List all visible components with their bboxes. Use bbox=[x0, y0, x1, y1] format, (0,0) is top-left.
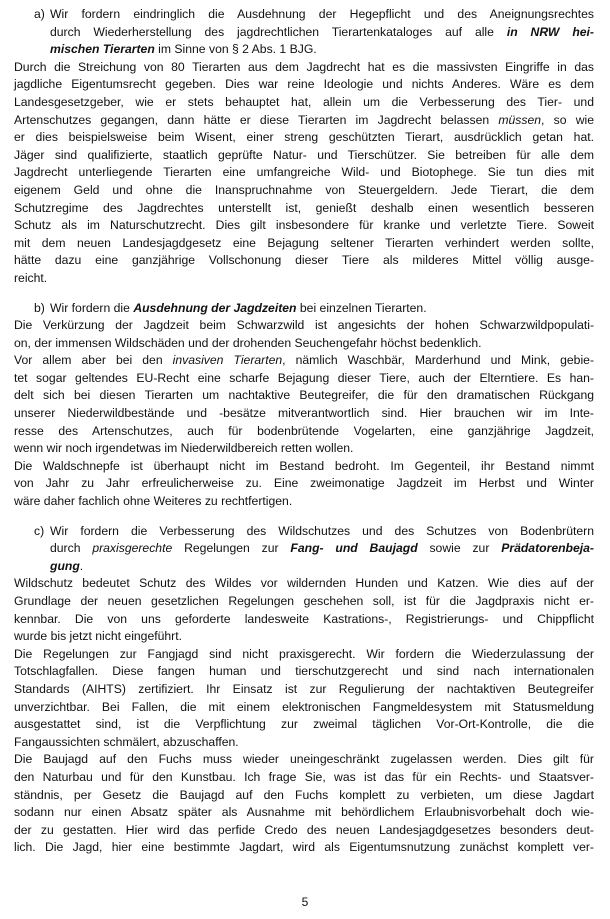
text-run: Wir fordern die Verbesserung des Wildschutzes und des Schutzes von Bodenbrütern bbox=[50, 523, 594, 538]
body-line bbox=[14, 734, 594, 752]
body-line bbox=[14, 94, 594, 112]
body-line bbox=[14, 751, 594, 769]
text-run: Wildschutz bedeutet Schutz des Wildes vor wildernden Hunden und Katzen. Wie dies auf der bbox=[14, 576, 594, 591]
text-run: Totschlagfallen. Diese fangen human und tierschutzgerecht und sind nach internationalen bbox=[14, 664, 594, 679]
section-body bbox=[14, 575, 594, 857]
body-line bbox=[14, 593, 594, 611]
text-run: hätte dazu eine ganzjährige Vollschonung dieser Tiere als milderes Mittel völlig ausge- bbox=[14, 253, 594, 268]
text-run: bei einzelnen Tierarten. bbox=[296, 300, 427, 315]
section-b bbox=[14, 300, 594, 511]
text-run: sowie zur bbox=[417, 541, 502, 556]
text-run: durch Wiederherstellung des jagdrechtlichen Tierartenkataloges auf alle bbox=[50, 24, 507, 39]
text-run: Durch die Streichung von 80 Tierarten aus dem Jagdrecht hat es die massivsten Eingriffe in das bbox=[14, 59, 594, 74]
body-line bbox=[14, 423, 594, 441]
body-line bbox=[14, 317, 594, 335]
body-line bbox=[14, 182, 594, 200]
body-line bbox=[14, 575, 594, 593]
text-run: den Naturbau und für den Kunstbau. Ich frage Sie, was ist das für ein Rechts- und Staatsver- bbox=[14, 769, 594, 784]
section-heading bbox=[14, 6, 594, 59]
text-run: Grundlage der neuen gesetzlichen Regelungen geschehen soll, ist für die Jagdpraxis nicht er- bbox=[14, 594, 594, 608]
text-run: on, der immensen Wildschäden und der drohenden Seuchengefahr höchst bedenklich. bbox=[14, 335, 482, 350]
body-line bbox=[14, 628, 594, 646]
text-run: Die Regelungen zur Fangjagd sind nicht praxisgerecht. Wir fordern die Wiederzulassung der bbox=[14, 646, 594, 661]
emphasis-text: in NRW hei- bbox=[506, 24, 594, 39]
text-run: im Sinne von § 2 Abs. 1 BJG. bbox=[154, 42, 317, 57]
body-line bbox=[14, 646, 594, 664]
heading-line bbox=[50, 558, 594, 576]
body-line bbox=[14, 129, 594, 147]
body-line bbox=[14, 352, 594, 370]
list-marker: b) bbox=[34, 300, 45, 315]
body-line bbox=[14, 387, 594, 405]
emphasis-text: Ausdehnung der Jagdzeiten bbox=[133, 300, 297, 315]
body-line bbox=[14, 270, 594, 288]
heading-line bbox=[50, 24, 594, 42]
heading-line bbox=[50, 41, 594, 59]
body-line bbox=[14, 458, 594, 476]
emphasis-text: Fang- und Baujagd bbox=[290, 541, 418, 556]
emphasis-text: invasiven Tierarten bbox=[172, 353, 283, 368]
body-line bbox=[14, 839, 594, 857]
emphasis-text: mischen Tierarten bbox=[50, 42, 155, 57]
text-run: Die Baujagd auf den Fuchs muss wieder uneingeschränkt zugelassen werden. Dies gilt für bbox=[14, 752, 594, 767]
body-line bbox=[14, 769, 594, 787]
text-run: , so wie bbox=[541, 112, 594, 127]
list-marker: a) bbox=[34, 7, 45, 21]
body-line bbox=[14, 663, 594, 681]
emphasis-text: müssen bbox=[498, 112, 542, 127]
text-run: tet sogar geltendes EU-Recht eine scharfe Bejagung dieser Tiere, auch der Elterntiere. Es han- bbox=[14, 370, 594, 385]
text-run: unserer Niederwildbestände und -besätze mitverantwortlich sind. Hier brauchen wir im Inte- bbox=[14, 406, 594, 421]
text-run: . bbox=[79, 558, 84, 573]
body-line bbox=[14, 611, 594, 629]
text-run: Standards (AIHTS) zertifiziert. Ihr Einsatz ist zur Regulierung der nachtaktiven Beutegreifer bbox=[14, 681, 594, 696]
text-run: Schutzregime des Jagdrechtes unterstellt ist, genießt deshalb einen wesentlich besseren bbox=[14, 200, 594, 215]
body-line bbox=[14, 440, 594, 458]
text-run: er dies beispielsweise beim Wisent, einer streng geschützten Tierart, ausdrücklich getan hat. bbox=[14, 130, 594, 145]
body-line bbox=[14, 405, 594, 423]
text-run: Fangaussichten schmälert, abzuschaffen. bbox=[14, 734, 239, 749]
text-run: Artenschutzes gegangen, dann hätte er diese Tierarten im Jagdrecht belassen bbox=[14, 112, 499, 127]
heading-line bbox=[50, 540, 594, 558]
section-heading bbox=[14, 523, 594, 576]
text-run: , nämlich Waschbär, Marderhund und Mink, gebie- bbox=[282, 353, 594, 368]
heading-line bbox=[50, 6, 594, 24]
text-run: der zu gestatten. Hier wird das perfide Credo des neuen Landesjagdgesetzes besonders deut- bbox=[14, 822, 594, 837]
emphasis-text: gung bbox=[50, 558, 80, 573]
text-run: Wir fordern die bbox=[50, 300, 134, 315]
emphasis-text: Prädatorenbeja- bbox=[501, 541, 594, 556]
text-run: ausgestattet sind, ist die Verpflichtung zur zweimal täglichen Vor-Ort-Kontrolle, die die bbox=[14, 717, 594, 732]
text-run: ständnis, per Gesetz die Baujagd auf den Fuchs komplett zu verbieten, um diese Jagdart bbox=[14, 787, 594, 802]
body-line bbox=[14, 112, 594, 130]
text-run: durch bbox=[50, 541, 93, 556]
body-line bbox=[14, 200, 594, 218]
body-line bbox=[14, 59, 594, 77]
heading-line bbox=[50, 300, 594, 318]
text-run: wäre daher fachlich ohne Weiteres zu rechtfertigen. bbox=[14, 494, 293, 509]
body-line bbox=[14, 147, 594, 165]
text-run: delt sich bei diesen Tierarten um nachtaktive Beutegreifer, die für den dramatischen Rückgang bbox=[14, 388, 594, 403]
body-line bbox=[14, 681, 594, 699]
text-run: Landesgesetzgeber, wie er stets behauptet hat, allein um die Verbesserung des Tier- und bbox=[14, 94, 594, 109]
text-run: mit dem neuen Landesjagdgesetz eine Bejagung seltener Tierarten verhindert werden sollte, bbox=[14, 235, 594, 250]
section-a bbox=[14, 6, 594, 288]
text-run: Wir fordern eindringlich die Ausdehnung der Hegepflicht und des Aneignungsrechtes bbox=[50, 7, 594, 21]
text-run: Schutz als im Naturschutzrecht. Dies gilt insbesondere für kranke und verletzte Tiere. Soweit bbox=[14, 218, 594, 233]
body-line bbox=[14, 252, 594, 270]
section-body bbox=[14, 59, 594, 288]
text-run: sodann nur einen Absatz später als Ausnahme mit behördlichem Erlaubnisvorbehalt doch wie- bbox=[14, 805, 594, 820]
text-run: Regelungen zur bbox=[172, 541, 291, 556]
body-line bbox=[14, 716, 594, 734]
text-run: jagdliche Eigentumsrecht gegeben. Dies war reine Ideologie und nichts Anderes. Wäre es dem bbox=[14, 77, 594, 92]
body-line bbox=[14, 217, 594, 235]
text-run: wurde bis jetzt nicht eingeführt. bbox=[14, 629, 183, 644]
body-line bbox=[14, 164, 594, 182]
heading-line bbox=[50, 523, 594, 541]
body-line bbox=[14, 493, 594, 511]
body-line bbox=[14, 822, 594, 840]
section-heading bbox=[14, 300, 594, 318]
text-run: eigenem Geld und ohne die Inanspruchnahme von Steuergeldern. Jede Tierart, die dem bbox=[14, 182, 594, 197]
text-run: Jagdrecht unterliegende Tierarten eine umfangreiche Wild- und Biotophege. Sie tun dies mit bbox=[14, 165, 594, 180]
list-marker: c) bbox=[34, 523, 45, 538]
body-line bbox=[14, 475, 594, 493]
document-page bbox=[14, 6, 594, 857]
text-run: Jäger sind qualifizierte, staatlich geprüfte Natur- und Tierschützer. Sie betreiben für alle dem bbox=[14, 147, 594, 162]
body-line bbox=[14, 787, 594, 805]
body-line bbox=[14, 76, 594, 94]
section-body bbox=[14, 317, 594, 511]
text-run: Die Verkürzung der Jagdzeit beim Schwarzwild ist angesichts der hohen Schwarzwildpopulati- bbox=[14, 318, 594, 333]
text-run: resse des Artenschutzes, auch für bodenbrütende Vogelarten, eine ganzjährige Jagdzeit, bbox=[14, 423, 594, 438]
body-line bbox=[14, 235, 594, 253]
body-line bbox=[14, 370, 594, 388]
body-line bbox=[14, 335, 594, 353]
emphasis-text: praxisgerechte bbox=[92, 541, 173, 556]
text-run: wenn wir noch irgendetwas im Niederwildbereich retten wollen. bbox=[14, 441, 354, 456]
text-run: von Jahr zu Jahr erfreulicherweise zu. Eine zweimonatige Jagdzeit im Herbst und Winter bbox=[14, 476, 594, 491]
body-line bbox=[14, 804, 594, 822]
section-c bbox=[14, 523, 594, 857]
page-number: 5 bbox=[301, 895, 309, 909]
body-line bbox=[14, 699, 594, 717]
text-run: Vor allem aber bei den bbox=[14, 353, 173, 368]
text-run: kennbar. Die von uns geforderte landesweite Kastrations-, Registrierungs- und Chippflicht bbox=[14, 611, 594, 626]
text-run: unverzichtbar. Bei Fallen, die mit einem elektronischen Fangmeldesystem mit Statusmeldung bbox=[14, 699, 594, 714]
text-run: lich. Die Jagd, hier eine bestimmte Jagdart, wird als Eigentumsnutzung zunächst komplett ver- bbox=[14, 840, 594, 855]
text-run: reicht. bbox=[14, 270, 48, 285]
text-run: Die Waldschnepfe ist überhaupt nicht im Bestand bedroht. Im Gegenteil, ihr Bestand nimmt bbox=[14, 458, 594, 473]
